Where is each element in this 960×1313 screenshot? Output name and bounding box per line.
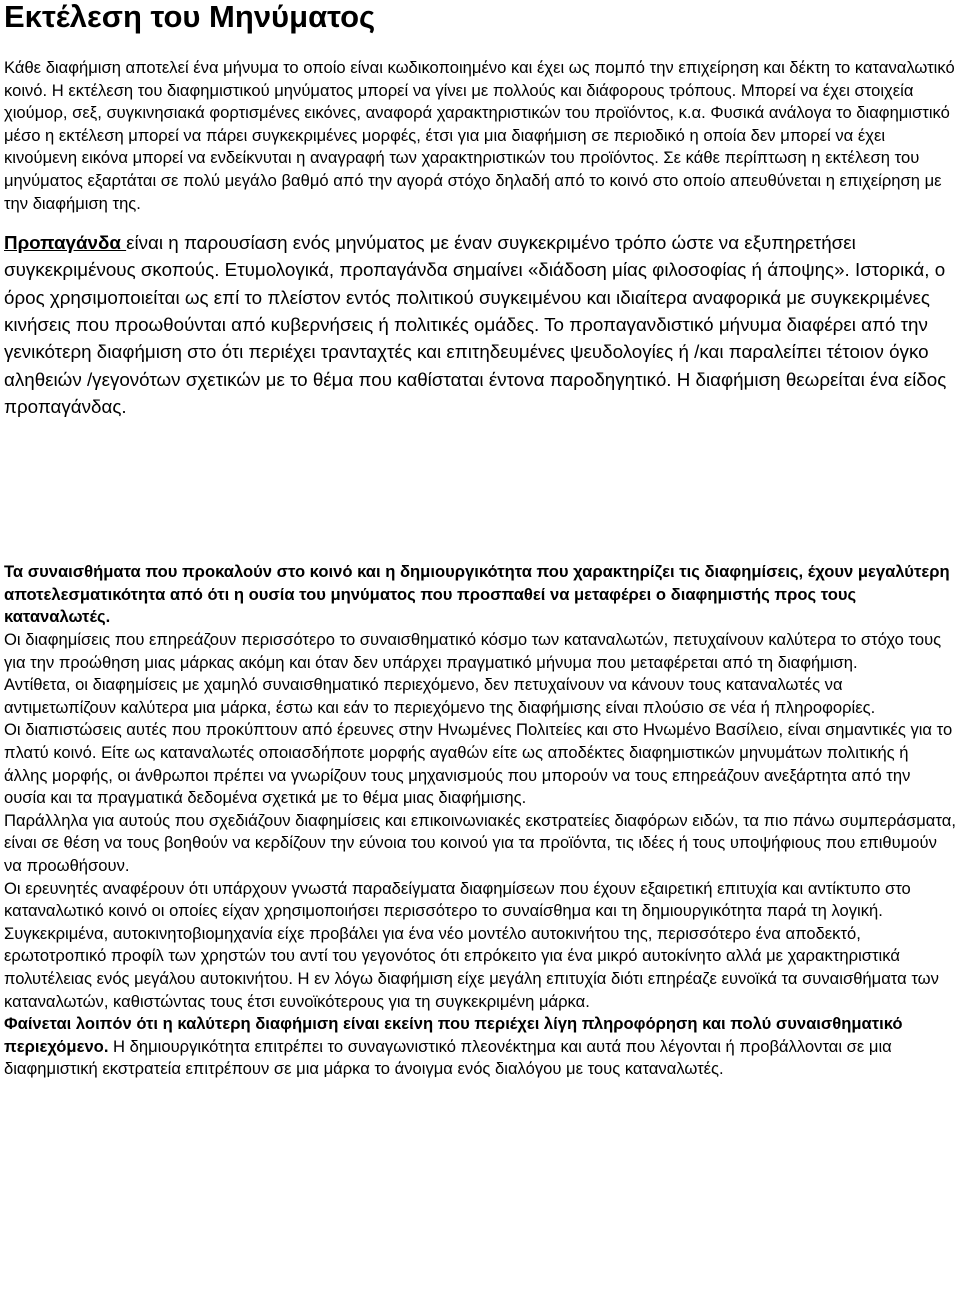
body-paragraph: Οι διαφημίσεις που επηρεάζουν περισσότερο το συναισθηματικό κόσμο των καταναλωτών, πετυχαίνουν καλύτερα το στόχο τους για την προώθηση μιας μάρκας ακόμη και όταν δεν υπάρχει πραγματικό μήνυμα που μεταφέρεται από τη διαφήμιση.: [4, 630, 942, 672]
conclusion-paragraph: [4, 1013, 956, 1081]
body-paragraph: Αντίθετα, οι διαφημίσεις με χαμηλό συναισθηματικό περιεχόμενο, δεν πετυχαίνουν να κάνουν τους καταναλωτές να αντιμετωπίζουν καλύτερα μια μάρκα, έστω και εάν το περιεχόμενο της διαφήμισης είναι πλούσιο σε νέα ή πληροφορίες.: [4, 675, 876, 717]
propaganda-paragraph: [4, 229, 956, 420]
body-paragraph: Παράλληλα για αυτούς που σχεδιάζουν διαφημίσεις και επικοινωνιακές εκστρατείες διαφόρων ειδών, τα πιο πάνω συμπεράσματα, είναι σε θέση να τους βοηθούν να κερδίζουν την εύνοια του κοινού για τα προϊόντα, τις ιδέες ή τους υποψήφιους που επιθυμούν να προωθήσουν.: [4, 810, 956, 875]
conclusion-text: Η δημιουργικότητα επιτρέπει το συναγωνιστικό πλεονέκτημα και αυτά που λέγονται ή προβάλλονται σε μια διαφημιστική εκστρατεία επιτρέπουν σε μια μάρκα το άνοιγμα ενός διαλόγου με τους καταναλωτές.: [4, 1036, 892, 1079]
propaganda-term: Προπαγάνδα: [4, 232, 127, 254]
body-paragraph: Συγκεκριμένα, αυτοκινητοβιομηχανία είχε προβάλει για ένα νέο μοντέλο αυτοκινήτου της, περισσότερο ένα αποδεκτό, ερωτοτροπικό προφίλ των χρηστών του αντί του γεγονότος ότι επρόκειτο για ένα μικρό αυτοκίνητο αλλά με χαρακτηριστικά πολυτέλειας ενός μεγάλου αυτοκινήτου. Η εν λόγω διαφήμιση είχε μεγάλη επιτυχία διότι επηρέαζε ευνοϊκά τα συναισθήματα των καταναλωτών, καθιστώντας τους έτσι ευνοϊκότερους για τη συγκεκριμένη μάρκα.: [4, 923, 939, 1011]
propaganda-text: είναι η παρουσίαση ενός μηνύματος με έναν συγκεκριμένο τρόπο ώστε να εξυπηρετήσει συγκεκριμένους σκοπούς. Ετυμολογικά, προπαγάνδα σημαίνει «διάδοση μίας φιλοσοφίας ή άποψης». Ιστορικά, ο όρος χρησιμοποιείται ως επί το πλείστον εντός πολιτικού συγκειμένου και ιδιαίτερα αναφορικά με συγκεκριμένες κινήσεις που προωθούνται από κυβερνήσεις ή πολιτικές ομάδες. Το προπαγανδιστικό μήνυμα διαφέρει από την γενικότερη διαφήμιση στο ότι περιέχει τρανταχτές και επιτηδευμένες ψευδολογίες ή /και παραλείπει τέτοιον όγκο αληθειών /γεγονότων σχετικών με το θέμα που καθίσταται έντονα παροδηγητικό. Η διαφήμιση θεωρείται ένα είδος προπαγάνδας.: [4, 232, 947, 417]
body-paragraph: Οι ερευνητές αναφέρουν ότι υπάρχουν γνωστά παραδείγματα διαφημίσεων που έχουν εξαιρετική επιτυχία και αντίκτυπο στο καταναλωτικό κοινό οι οποίες είχαν χρησιμοποιήσει περισσότερο το συναίσθημα και τη δημιουργικότητα παρά τη λογική.: [4, 878, 911, 921]
conclusion-bold: Φαίνεται λοιπόν ότι η καλύτερη διαφήμιση είναι εκείνη που περιέχει λίγη πληροφόρηση και πολύ συναισθηματικό περιεχόμενο.: [4, 1014, 903, 1056]
intro-paragraph: Κάθε διαφήμιση αποτελεί ένα μήνυμα το οποίο είναι κωδικοποιημένο και έχει ως πομπό την επιχείρηση και δέκτη το καταναλωτικό κοινό. Η εκτέλεση του διαφημιστικού μηνύματος μπορεί να γίνει με πολλούς και διάφορους τρόπους. Μπορεί να έχει στοιχεία χιούμορ, σεξ, συγκινησιακά φορτισμένες εικόνες, αναφορά χαρακτηριστικών του προϊόντος, κ.α. Φυσικά ανάλογα το διαφημιστικό μέσο η εκτέλεση μπορεί να πάρει συγκεκριμένες μορφές, έτσι για μια διαφήμιση σε περιοδικό η οποία δεν μπορεί να έχει κινούμενη εικόνα μπορεί να ενδείκνυται η αναγραφή των χαρακτηριστικών του προϊόντος. Σε κάθε περίπτωση η εκτέλεση του μηνύματος εξαρτάται σε πολύ μεγάλο βαθμό από την αγορά στόχο δηλαδή από το κοινό στο οποίο απευθύνεται η επιχείρηση με την διαφήμιση της.: [4, 58, 955, 213]
emotions-heading: Τα συναισθήματα που προκαλούν στο κοινό και η δημιουργικότητα που χαρακτηρίζει τις διαφημίσεις, έχουν μεγαλύτερη αποτελεσματικότητα από ότι η ουσία του μηνύματος που προσπαθεί να μεταφέρει ο διαφημιστής προς τους καταναλωτές.: [4, 562, 950, 627]
page-title: Εκτέλεση του Μηνύματος: [4, 0, 376, 34]
body-paragraph: Οι διαπιστώσεις αυτές που προκύπτουν από έρευνες στην Ηνωμένες Πολιτείες και στο Ηνωμένο Βασίλειο, είναι σημαντικές για το πλατύ κοινό. Είτε ως καταναλωτές οποιασδήποτε μορφής αγαθών είτε ως αποδέκτες διαφημιστικών μηνυμάτων πολιτικής ή άλλης μορφής, οι άνθρωποι πρέπει να γνωρίζουν τους μηχανισμούς που μπορούν να τους επηρεάζουν ανεξάρτητα από την ουσία και τα πραγματικά δεδομένα σχετικά με το θέμα μιας διαφήμισης.: [4, 720, 953, 808]
